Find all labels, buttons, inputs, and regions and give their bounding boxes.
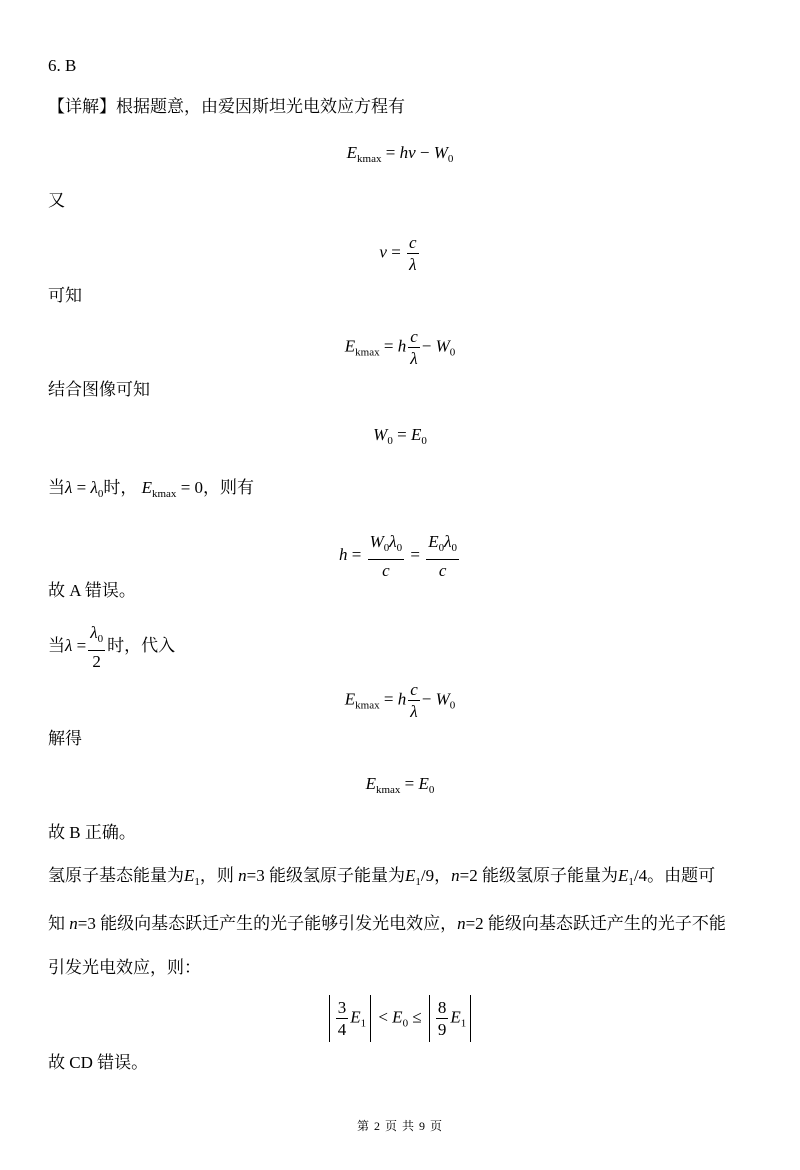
text-combine-graph: 结合图像可知	[48, 380, 150, 399]
text-solve: 解得	[48, 729, 82, 748]
text-also: 又	[48, 191, 65, 210]
paragraph-line-1: 氢原子基态能量为$E_1$，则 n=3 能级氢原子能量为$E_1/9$，n=2 能级氢原子能量为$E_1/4$。由题可	[48, 866, 716, 888]
abs-eight-ninths: $\frac{8}{9}$ $E_1$	[429, 995, 471, 1042]
equation-photoelectric: $E_{kmax} = h\nu - W_0$	[346, 143, 454, 165]
page-footer: 第 2 页 共 9 页	[356, 1119, 443, 1133]
condition-lambda0: 当$\lambda = \lambda_0$时， $E_{kmax} = 0$，则有	[48, 478, 255, 500]
fraction-c-lambda: $\frac{c}{\lambda}$	[409, 233, 417, 274]
equation-planck: h = $\frac{W_0\lambda_0}{c}$ = $\frac{E_0\lambda_0}{c}$	[339, 532, 457, 580]
text-known-1: 可知	[48, 286, 82, 305]
equation-frequency: ν = $\frac{c}{\lambda}$	[379, 233, 417, 274]
condition-half-lambda: 当λ = $\frac{\lambda_0}{2}$ 时，代入	[48, 623, 176, 671]
equation-inequality: $\frac{3}{4}$ $E_1 < E_0$ ≤ $\frac{8}{9}$ $E_1$	[0, 995, 800, 1042]
paragraph-line-3: 引发光电效应，则：	[48, 958, 201, 977]
detail-intro-text: 根据题意，由爱因斯坦光电效应方程有	[116, 97, 405, 116]
equation-ek-substitute: $E_{kmax} = h$ $\frac{c}{\lambda}$ − $W_0$	[344, 680, 456, 721]
paragraph-line-2: 知 n=3 能级向基态跃迁产生的光子能够引发光电效应，n=2 能级向基态跃迁产生的光子不能	[48, 914, 726, 933]
equation-ek-lambda: $E_{kmax} = h$ $\frac{c}{\lambda}$ − $W_0$	[344, 327, 456, 368]
detail-tag: 【详解】	[48, 97, 116, 116]
detail-intro	[48, 97, 405, 117]
abs-three-quarters: $\frac{3}{4}$ $E_1$	[329, 995, 371, 1042]
conclusion-a: 故 A 错误。	[48, 581, 136, 600]
equation-ek-e0: $E_{kmax} = E_0$	[365, 774, 435, 796]
conclusion-cd: 故 CD 错误。	[48, 1053, 149, 1072]
conclusion-b: 故 B 正确。	[48, 823, 136, 842]
question-header: 6. B	[48, 56, 77, 75]
equation-w0-e0: $W_0 = E_0$	[373, 425, 427, 447]
